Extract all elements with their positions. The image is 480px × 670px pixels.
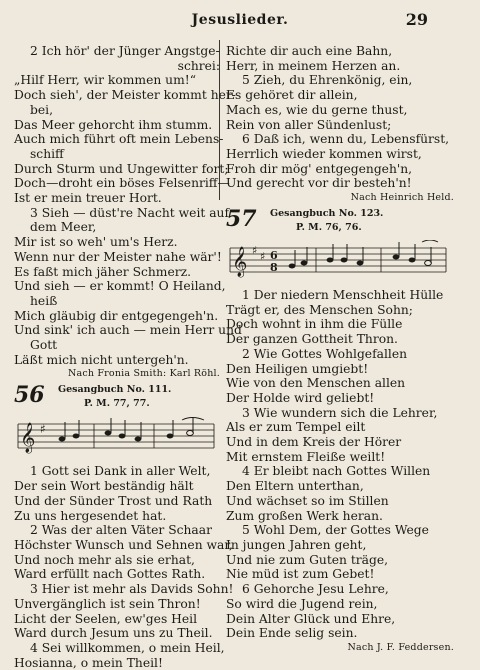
verse-line: Ward durch Jesum uns zu Theil. — [14, 626, 213, 641]
verse-line: Mit ernstem Fleiße weilt! — [226, 449, 386, 464]
verse-line: 3 Sieh — düst're Nacht weit auf — [30, 205, 230, 220]
verse-line: Herr, in meinem Herzen an. — [226, 58, 401, 73]
running-title: Jesuslieder. — [191, 12, 289, 28]
verse-line: Und der Sünder Trost und Rath — [14, 493, 213, 508]
verse-line: Den Heiligen umgiebt! — [226, 361, 369, 376]
verse-line: 5 Wohl Dem, der Gottes Wege — [242, 523, 429, 538]
verse-line: heiß — [30, 293, 58, 308]
hymn-57-verses — [226, 288, 458, 641]
svg-text:♯: ♯ — [40, 422, 46, 437]
verse-line: Als er zum Tempel eilt — [226, 420, 366, 435]
verse-line: Dein Ende selig sein. — [226, 626, 358, 641]
verse-line: Licht der Seelen, ew'ges Heil — [14, 611, 198, 626]
verse-line: Es gehöret dir allein, — [226, 88, 358, 103]
hymnal-reference: Gesangbuch No. 111. — [58, 384, 172, 396]
svg-text:𝄞: 𝄞 — [232, 247, 248, 278]
verse-line: 2 Wie Gottes Wohlgefallen — [242, 346, 408, 361]
verse-line: Doch sieh', der Meister kommt her- — [14, 88, 236, 103]
svg-text:♯: ♯ — [260, 250, 266, 264]
verse-line: Trägt er, des Menschen Sohn; — [226, 302, 413, 317]
attribution: Nach J. F. Feddersen. — [347, 641, 454, 653]
hymn-56-verses — [14, 464, 234, 670]
verse-line: Den Eltern unterthan, — [226, 479, 364, 494]
hymn-heading — [14, 384, 224, 414]
verse-line: Mich gläubig dir entgegengeh'n. — [14, 308, 219, 323]
verse-line: „Hilf Herr, wir kommen um!“ — [14, 73, 196, 88]
verse-line: Gott — [30, 338, 58, 353]
attribution: Nach Heinrich Held. — [350, 192, 454, 204]
verse-line: Und nie zum Guten träge, — [226, 552, 389, 567]
attribution: Nach Fronia Smith: Karl Röhl. — [67, 368, 220, 380]
verse-line: Und gerecht vor dir besteh'n! — [226, 176, 412, 191]
verse-line: Froh dir mög' entgegengeh'n, — [226, 161, 413, 176]
verse-line: Doch wohnt in ihm die Fülle — [226, 317, 403, 332]
verse-line: 4 Sei willkommen, o mein Heil, — [30, 640, 225, 655]
verse-line: In jungen Jahren geht, — [226, 537, 367, 552]
verse-line: bei, — [30, 102, 53, 117]
verse-line: Und noch mehr als sie erhat, — [14, 552, 195, 567]
page-number: 29 — [405, 10, 428, 29]
music-staff — [14, 416, 219, 460]
verse-line: 1 Der niedern Menschheit Hülle — [242, 288, 444, 303]
verse-line: schiff — [30, 146, 64, 161]
verse-line: Mir ist so weh' um's Herz. — [14, 235, 178, 250]
verse-line: Unvergänglich ist sein Thron! — [14, 596, 201, 611]
verse-line: 2 Ich hör' der Jünger Angstge- — [30, 44, 220, 58]
hymn-number: 57 — [226, 206, 257, 233]
verse-line: Hosianna, o mein Theil! — [14, 655, 163, 670]
verse-line: Ist er mein treuer Hort. — [14, 191, 162, 206]
verse-line: 3 Hier ist mehr als Davids Sohn! — [30, 582, 234, 597]
verse-line: 6 Gehorche Jesu Lehre, — [242, 582, 389, 597]
verse-line: Doch—droht ein böses Felsenriff— — [14, 176, 230, 191]
verse-line: Herrlich wieder kommen wirst, — [226, 146, 422, 161]
verse-line: Nie müd ist zum Gebet! — [226, 567, 375, 582]
verse-line: Zu uns hergesendet hat. — [14, 508, 167, 523]
hymn-number: 56 — [14, 382, 45, 409]
verse-line: Das Meer gehorcht ihm stumm. — [14, 117, 213, 132]
verse-line: 1 Gott sei Dank in aller Welt, — [30, 464, 211, 479]
verse-line: Wie von den Menschen allen — [226, 376, 406, 391]
verse-line: Dein Alter Glück und Ehre, — [226, 611, 396, 626]
verse-line: dem Meer, — [30, 220, 97, 235]
verse-line: Richte dir auch eine Bahn, — [226, 44, 393, 58]
hymn-heading — [226, 208, 458, 238]
hymn-56-continuation — [226, 44, 458, 191]
hymn-meter: P. M. 77, 77. — [84, 398, 150, 410]
svg-text:♯: ♯ — [252, 244, 258, 258]
svg-text:8: 8 — [270, 261, 278, 275]
verse-line: Läßt mich nicht untergeh'n. — [14, 352, 189, 367]
verse-line: 5 Zieh, du Ehrenkönig, ein, — [242, 73, 413, 88]
page-header — [0, 12, 480, 34]
hymnal-reference: Gesangbuch No. 123. — [270, 208, 384, 220]
verse-line: Es faßt mich jäher Schmerz. — [14, 264, 192, 279]
verse-line: Rein von aller Sündenlust; — [226, 117, 392, 132]
verse-line: Durch Sturm und Ungewitter fort; — [14, 161, 229, 176]
music-staff — [226, 240, 451, 284]
verse-line: So wird die Jugend rein, — [226, 596, 378, 611]
verse-line: Auch mich führt oft mein Lebens- — [14, 132, 224, 147]
verse-line: Der ganzen Gottheit Thron. — [226, 332, 398, 347]
verse-line: Mach es, wie du gerne thust, — [226, 102, 408, 117]
verse-line: Der sein Wort beständig hält — [14, 479, 194, 494]
hymn-meter: P. M. 76, 76. — [296, 222, 362, 234]
verse-line: Der Holde wird geliebt! — [226, 390, 375, 405]
verse-line: 4 Er bleibt nach Gottes Willen — [242, 464, 431, 479]
verse-line: Zum großen Werk heran. — [226, 508, 383, 523]
verse-line: Wenn nur der Meister nahe wär'! — [14, 249, 222, 264]
verse-line: 2 Was der alten Väter Schaar — [30, 523, 212, 538]
verse-line: 6 Daß ich, wenn du, Lebensfürst, — [242, 132, 450, 147]
right-column — [226, 44, 458, 654]
verse-line: Und sieh — er kommt! O Heiland, — [14, 279, 226, 294]
verse-line: Höchster Wunsch und Sehnen war, — [14, 537, 233, 552]
verse-line: Ward erfüllt nach Gottes Rath. — [14, 567, 206, 582]
verse-line: 3 Wie wundern sich die Lehrer, — [242, 405, 438, 420]
svg-text:𝄞: 𝄞 — [20, 423, 36, 454]
verse-line: Und in dem Kreis der Hörer — [226, 435, 402, 450]
verse-line: Und wächset so im Stillen — [226, 493, 389, 508]
verse-line: schrei: — [177, 58, 220, 73]
verse-line: Und sink' ich auch — mein Herr und — [14, 323, 242, 338]
svg-text:6: 6 — [270, 249, 278, 263]
